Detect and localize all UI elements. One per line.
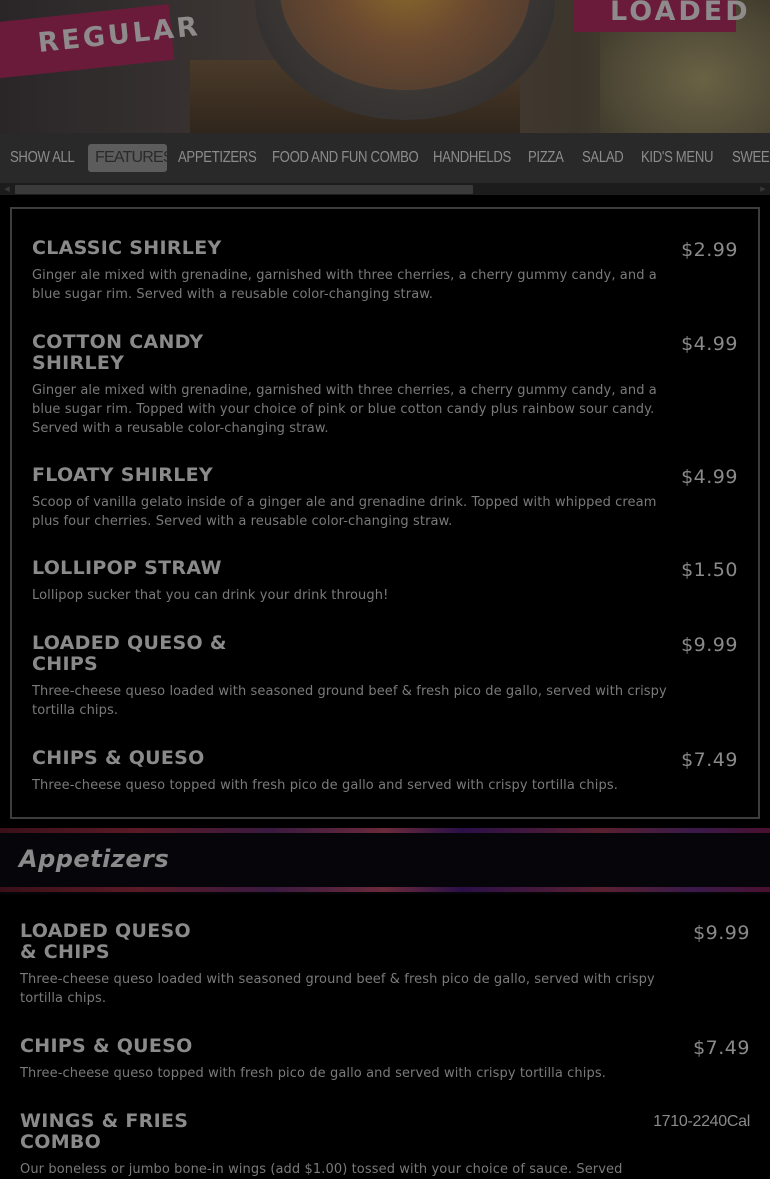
decorative-stripe [0, 887, 770, 892]
item-price: $4.99 [681, 333, 738, 355]
item-description: Ginger ale mixed with grenadine, garnished with three cherries, a cherry gummy candy, and a blue sugar rim. Served with a reusable color-changing straw. [32, 268, 657, 302]
tab-show-all[interactable]: SHOW ALL [10, 149, 75, 166]
tab-kids-menu[interactable]: KID'S MENU [641, 149, 714, 166]
scrollbar-thumb[interactable] [15, 185, 473, 194]
item-price: $9.99 [693, 922, 750, 944]
tab-handhelds[interactable]: HANDHELDS [433, 149, 511, 166]
tab-salad[interactable]: SALAD [582, 149, 624, 166]
scroll-right-arrow-icon[interactable]: ▶ [760, 186, 766, 193]
item-price: $7.49 [693, 1037, 750, 1059]
item-name: WINGS & FRIES COMBO [20, 1110, 189, 1153]
item-calories: 1710-2240Cal [653, 1113, 750, 1130]
item-name: LOADED QUESO & CHIPS [20, 920, 191, 963]
regular-badge: REGULAR [0, 4, 174, 80]
item-name: CHIPS & QUESO [20, 1035, 193, 1057]
item-description: Scoop of vanilla gelato inside of a ginger ale and grenadine drink. Topped with whipped cream plus four cherries. Served with a reusable color-changing straw. [32, 495, 657, 529]
tab-appetizers[interactable]: APPETIZERS [178, 149, 257, 166]
item-name: FLOATY SHIRLEY [32, 464, 213, 486]
loaded-badge: LOADED [574, 0, 736, 32]
item-description: Lollipop sucker that you can drink your drink through! [32, 588, 389, 603]
category-scrollbar[interactable] [0, 183, 770, 195]
item-description: Three-cheese queso topped with fresh pico de gallo and served with crispy tortilla chips. [32, 778, 618, 793]
item-name: COTTON CANDY SHIRLEY [32, 331, 204, 374]
item-description: Three-cheese queso loaded with seasoned ground beef & fresh pico de gallo, served with crispy tortilla chips. [32, 684, 667, 718]
features-section [10, 207, 760, 819]
tab-pizza[interactable]: PIZZA [528, 149, 564, 166]
item-description: Ginger ale mixed with grenadine, garnished with three cherries, a cherry gummy candy, and a blue sugar rim. Topped with your choice of pink or blue cotton candy plus rainbow sour candy. Served with a reusable color-changing straw. [32, 383, 657, 436]
item-price: $4.99 [681, 466, 738, 488]
tab-food-and-fun-combo[interactable]: FOOD AND FUN COMBO [272, 149, 419, 166]
item-description: Three-cheese queso topped with fresh pico de gallo and served with crispy tortilla chips. [20, 1066, 606, 1081]
decorative-stripe [0, 828, 770, 833]
tab-features[interactable]: FEATURES [88, 144, 167, 172]
hero-banner [0, 0, 770, 133]
appetizers-header [0, 828, 770, 894]
item-price: $9.99 [681, 634, 738, 656]
item-price: $7.49 [681, 749, 738, 771]
section-title: Appetizers [19, 845, 170, 873]
item-name: LOLLIPOP STRAW [32, 557, 222, 579]
item-description: Three-cheese queso loaded with seasoned ground beef & fresh pico de gallo, served with crispy tortilla chips. [20, 972, 655, 1006]
item-name: CLASSIC SHIRLEY [32, 237, 222, 259]
scroll-left-arrow-icon[interactable]: ◀ [4, 186, 10, 193]
item-name: CHIPS & QUESO [32, 747, 205, 769]
item-price: $1.50 [681, 559, 738, 581]
category-nav [0, 133, 770, 183]
tab-sweets[interactable]: SWEE [732, 149, 770, 166]
item-description: Our boneless or jumbo bone-in wings (add $1.00) tossed with your choice of sauce. Served [20, 1162, 623, 1177]
item-name: LOADED QUESO & CHIPS [32, 632, 227, 675]
item-price: $2.99 [681, 239, 738, 261]
